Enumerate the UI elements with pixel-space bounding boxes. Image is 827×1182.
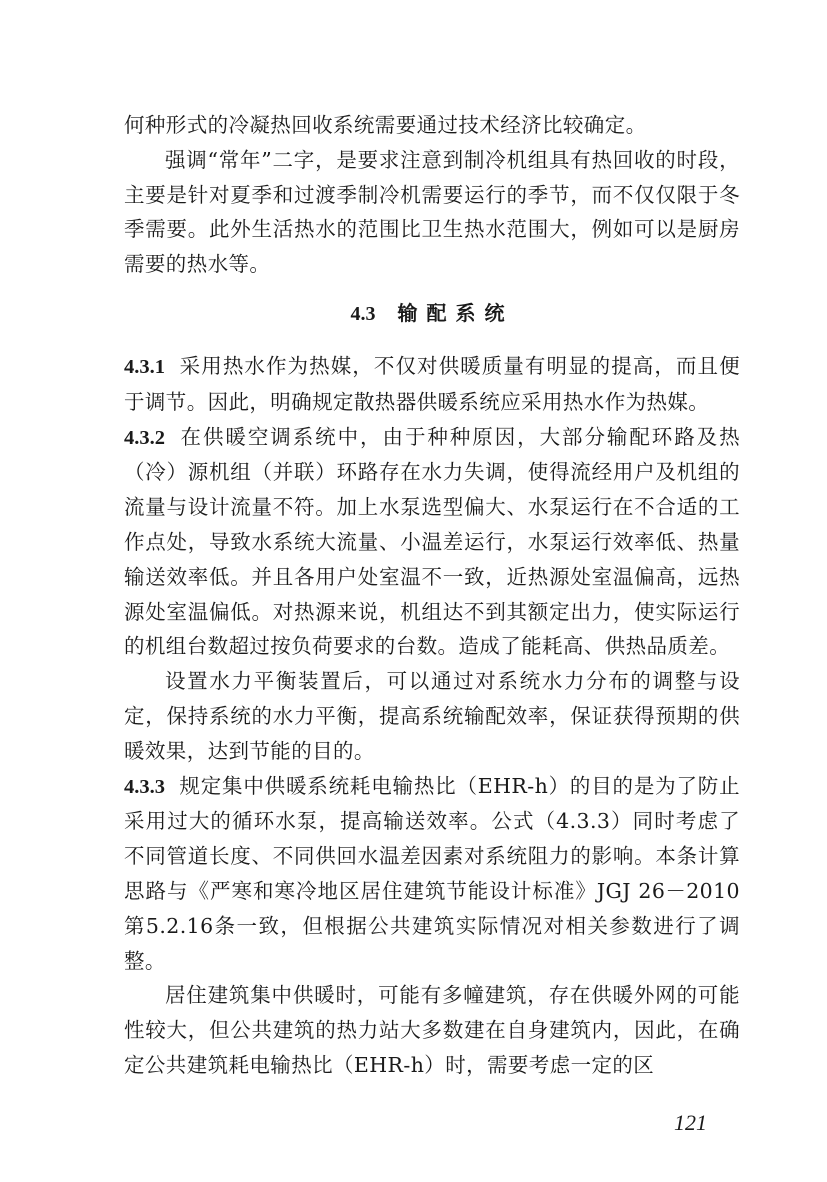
clause-text: 规定集中供暖系统耗电输热比（EHR-h）的目的是为了防止采用过大的循环水泵，提高输送效率。公式（4.3.3）同时考虑了不同管道长度、不同供回水温差因素对系统阻力的影响。本条计算思路与《严寒和寒冷地区居住建筑节能设计标准》JGJ 26－2010第5.2.16条一致，但根据公共建筑实际情况对相关参数进行了调整。 [124,773,740,973]
clause-text: 在供暖空调系统中，由于种种原因，大部分输配环路及热（冷）源机组（并联）环路存在水力失调，使得流经用户及机组的流量与设计流量不符。加上水泵选型偏大、水泵运行在不合适的工作点处，导致水系统大流量、小温差运行，水泵运行效率低、热量输送效率低。并且各用户处室温不一致，近热源处室温偏高，远热源处室温偏低。对热源来说，机组达不到其额定出力，使实际运行的机组台数超过按负荷要求的台数。造成了能耗高、供热品质差。 [124,424,740,659]
clause-4-3-2 [124,420,740,665]
intro-paragraph: 强调“常年”二字，是要求注意到制冷机组具有热回收的时段，主要是针对夏季和过渡季制冷机需要运行的季节，而不仅仅限于冬季需要。此外生活热水的范围比卫生热水范围大，例如可以是厨房需要的热水等。 [124,147,740,277]
clause-4-3-3 [124,769,740,979]
section-number: 4.3 [350,302,376,325]
clause-number: 4.3.1 [124,355,165,378]
intro-line: 何种形式的冷凝热回收系统需要通过技术经济比较确定。 [124,113,647,137]
clause-4-3-2-continuation: 设置水力平衡装置后，可以通过对系统水力分布的调整与设定，保持系统的水力平衡，提高系统输配效率，保证获得预期的供暖效果，达到节能的目的。 [124,669,740,763]
section-title: 输配系统 [397,300,514,325]
clause-text: 采用热水作为热媒，不仅对供暖质量有明显的提高，而且便于调节。因此，明确规定散热器供暖系统应采用热水作为热媒。 [124,353,740,414]
clause-4-3-1 [124,349,740,420]
section-heading [124,298,740,329]
page-number: 121 [674,1110,707,1135]
clause-number: 4.3.3 [124,775,165,798]
page-body [124,108,740,1083]
clause-number: 4.3.2 [124,426,165,449]
clause-4-3-3-continuation: 居住建筑集中供暖时，可能有多幢建筑，存在供暖外网的可能性较大，但公共建筑的热力站大多数建在自身建筑内，因此，在确定公共建筑耗电输热比（EHR-h）时，需要考虑一定的区 [124,983,740,1077]
